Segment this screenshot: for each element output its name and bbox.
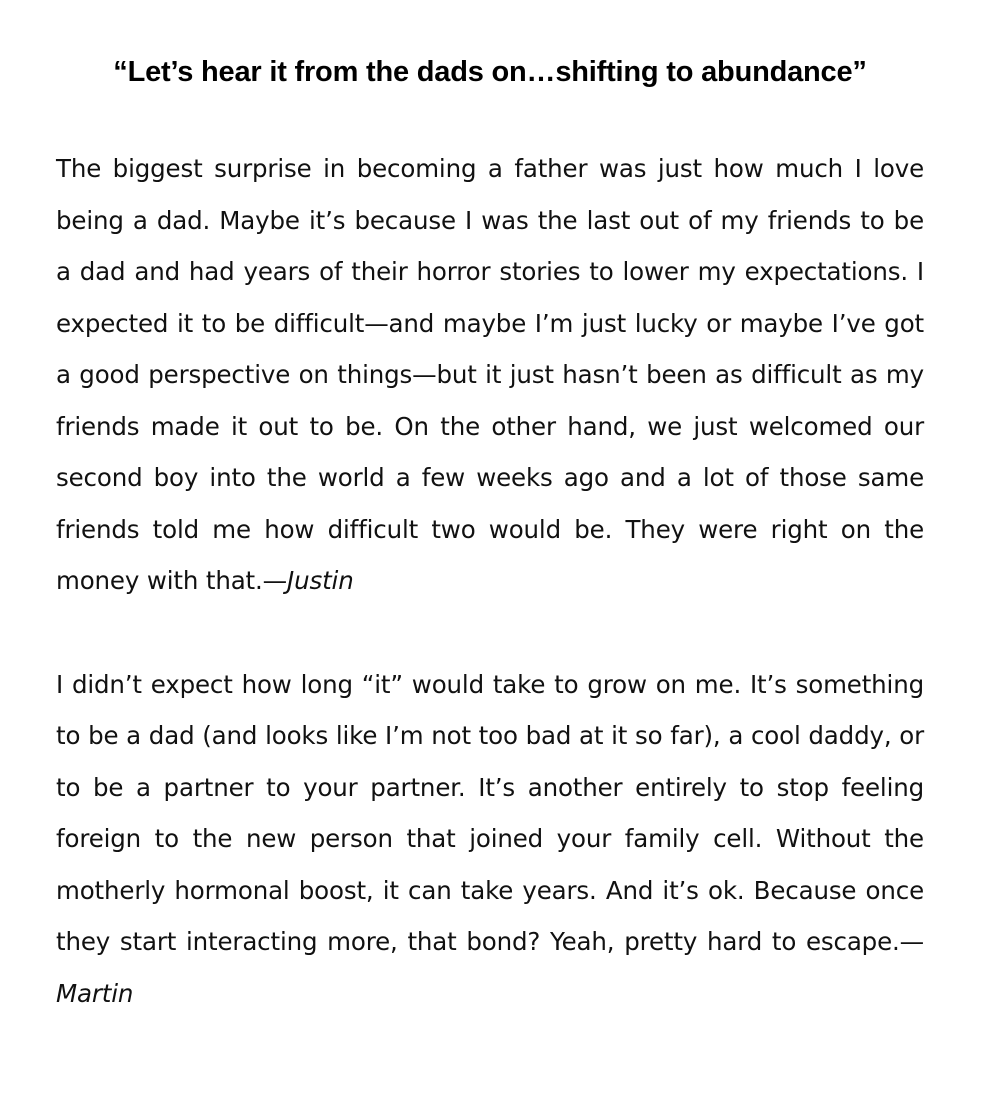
quote-text: I didn’t expect how long “it” would take to grow on me. It’s something to be a dad (and looks like I’m not too bad at it so far), a cool daddy, or to be a partner to your partner. It’s another entirely to stop feeling foreign to the new person that joined your family cell. Without the motherly hormonal boost, it can take years. And it’s ok. Because once they start interacting more, that bond? Yeah, pretty hard to escape.— [56, 669, 924, 956]
quote-text: The biggest surprise in becoming a father was just how much I love being a dad. Maybe it’s because I was the last out of my friends to be a dad and had years of their horror stories to lower my expectations. I expected it to be difficult—and maybe I’m just lucky or maybe I’ve got a good perspective on things—but it just hasn’t been as difficult as my friends made it out to be. On the other hand, we just welcomed our second boy into the world a few weeks ago and a lot of those same friends told me how difficult two would be. They were right on the money with that.— [56, 154, 924, 595]
quote-author: Justin [287, 566, 354, 595]
quote-paragraph-martin [56, 659, 924, 1020]
article-title: “Let’s hear it from the dads on…shifting to abundance” [113, 56, 867, 88]
article [56, 0, 924, 1019]
quote-paragraph-justin [56, 143, 924, 607]
quote-author: Martin [56, 978, 134, 1008]
